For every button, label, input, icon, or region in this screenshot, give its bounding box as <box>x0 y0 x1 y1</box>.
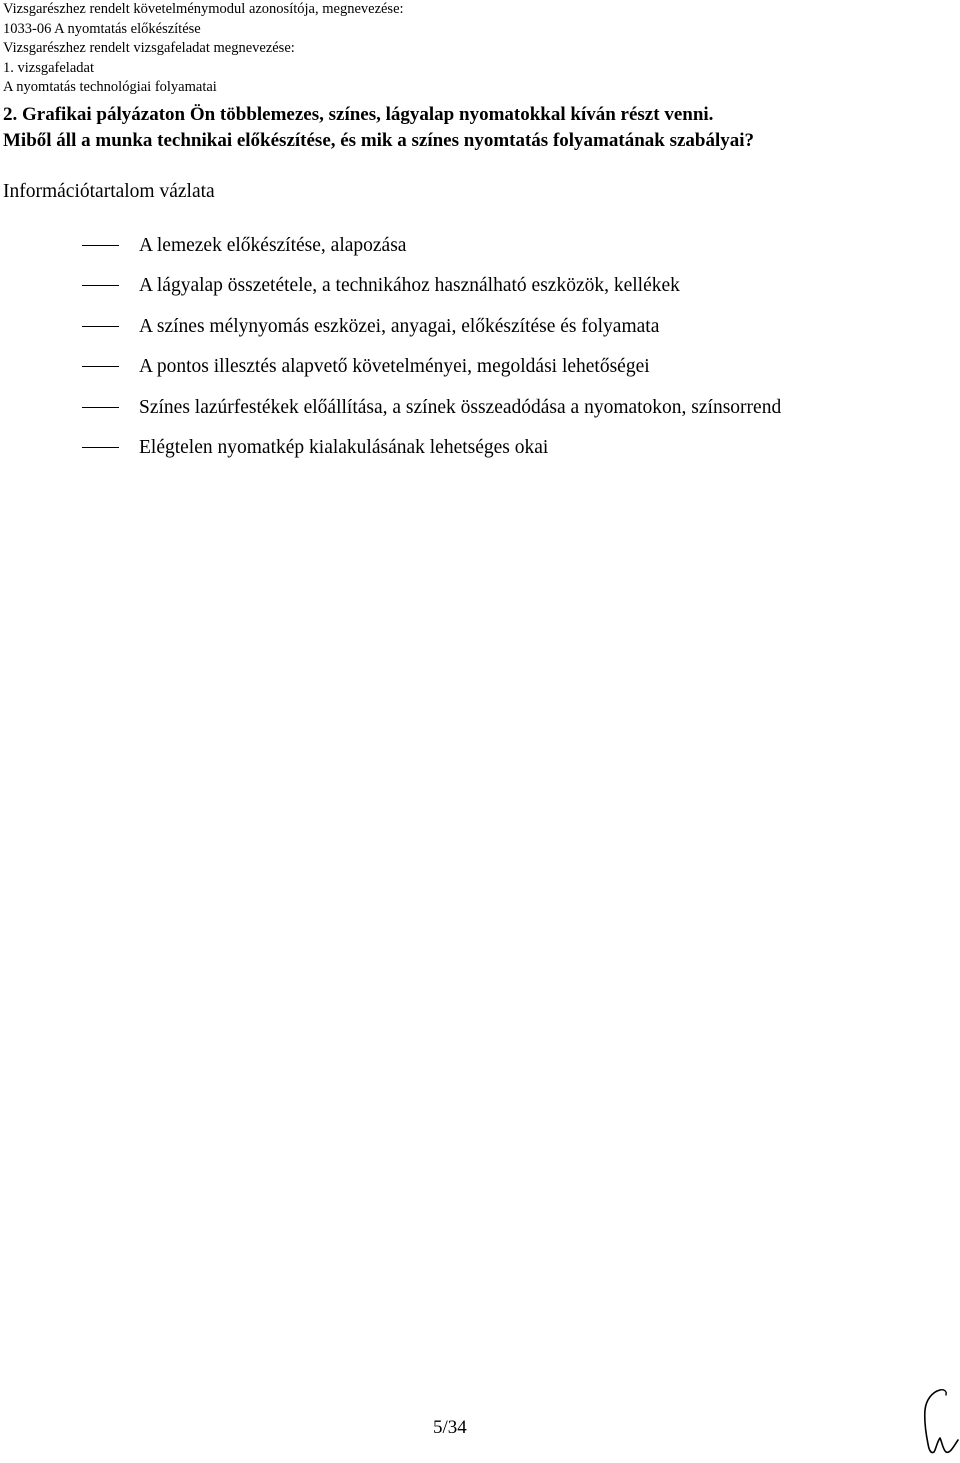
outline-item <box>0 232 960 272</box>
outline-item-text: Elégtelen nyomatkép kialakulásának lehetséges okai <box>139 436 549 458</box>
outline-list <box>0 232 960 474</box>
outline-item-text: A színes mélynyomás eszközei, anyagai, előkészítése és folyamata <box>139 315 660 337</box>
outline-item-text: A lemezek előkészítése, alapozása <box>139 235 407 256</box>
task-label: Vizsgarészhez rendelt vizsgafeladat megnevezése: <box>3 40 295 56</box>
outline-item <box>0 434 960 474</box>
outline-item-text: A lágyalap összetétele, a technikához használható eszközök, kellékek <box>139 275 680 297</box>
outline-title: Információtartalom vázlata <box>3 181 215 202</box>
handwritten-signature <box>918 1386 960 1458</box>
page-number: 5/34 <box>433 1417 467 1438</box>
dash-bullet-icon <box>82 285 119 286</box>
dash-bullet-icon <box>82 245 119 246</box>
outline-item <box>0 272 960 312</box>
dash-bullet-icon <box>82 366 119 367</box>
question-line-1: 2. Grafikai pályázaton Ön többlemezes, színes, lágyalap nyomatokkal kíván részt venni. <box>3 104 714 125</box>
module-label: Vizsgarészhez rendelt követelménymodul azonosítója, megnevezése: <box>3 1 404 17</box>
outline-item-text: A pontos illesztés alapvető követelményei, megoldási lehetőségei <box>139 356 650 378</box>
document-header <box>3 0 943 98</box>
dash-bullet-icon <box>82 407 119 408</box>
outline-item-text: Színes lazúrfestékek előállítása, a színek összeadódása a nyomatokon, színsorrend <box>139 396 782 418</box>
dash-bullet-icon <box>82 447 119 448</box>
task-name: A nyomtatás technológiai folyamatai <box>3 79 217 95</box>
outline-item <box>0 353 960 393</box>
outline-item <box>0 394 960 434</box>
module-name: 1033-06 A nyomtatás előkészítése <box>3 20 201 37</box>
question-line-2: Miből áll a munka technikai előkészítése, és mik a színes nyomtatás folyamatának szabályai? <box>3 130 755 151</box>
outline-item <box>0 313 960 353</box>
task-number: 1. vizsgafeladat <box>3 59 94 76</box>
dash-bullet-icon <box>82 326 119 327</box>
exam-question <box>3 102 943 154</box>
